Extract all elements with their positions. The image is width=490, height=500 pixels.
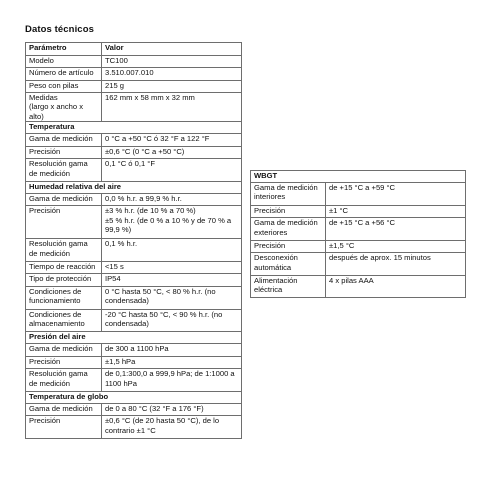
value-cell: ±0,6 °C (de 20 hasta 50 °C), de lo contrario ±1 °C xyxy=(102,416,242,439)
technical-data-table xyxy=(25,42,242,439)
parameter-cell: Gama de medición exteriores xyxy=(251,218,326,241)
parameter-cell: Precisión xyxy=(26,416,102,439)
table-row xyxy=(26,159,242,182)
parameter-cell: Resolución gama de medición xyxy=(26,239,102,262)
table-row xyxy=(26,68,242,81)
parameter-cell: Número de artículo xyxy=(26,68,102,81)
section-title: WBGT xyxy=(251,171,466,183)
technical-data-table-body xyxy=(26,43,242,439)
parameter-cell: Precisión xyxy=(251,240,326,253)
section-header-row xyxy=(26,391,242,403)
table-row xyxy=(251,240,466,253)
parameter-cell: Precisión xyxy=(26,146,102,159)
value-cell: 0,1 % h.r. xyxy=(102,239,242,262)
parameter-cell: Gama de medición xyxy=(26,193,102,206)
parameter-cell: Peso con pilas xyxy=(26,80,102,93)
value-cell: 0 °C hasta 50 °C, < 80 % h.r. (no condensada) xyxy=(102,286,242,309)
value-cell: de 300 a 1100 hPa xyxy=(102,344,242,357)
section-title: Temperatura xyxy=(26,122,242,134)
value-cell: de +15 °C a +59 °C xyxy=(326,183,466,206)
table-row xyxy=(26,55,242,68)
value-cell: -20 °C hasta 50 °C, < 90 % h.r. (no condensada) xyxy=(102,309,242,332)
parameter-cell: Resolución gama de medición xyxy=(26,369,102,392)
parameter-cell: Desconexión automática xyxy=(251,253,326,276)
section-header-row xyxy=(26,181,242,193)
table-row xyxy=(26,206,242,239)
parameter-cell: Modelo xyxy=(26,55,102,68)
section-header-row xyxy=(26,332,242,344)
value-cell: 4 x pilas AAA xyxy=(326,275,466,298)
table-row xyxy=(26,369,242,392)
value-cell: de 0 a 80 °C (32 °F a 176 °F) xyxy=(102,403,242,416)
wbgt-table-body xyxy=(251,171,466,298)
value-cell: ±1,5 °C xyxy=(326,240,466,253)
parameter-cell: Precisión xyxy=(251,205,326,218)
table-row xyxy=(251,218,466,241)
parameter-cell: Gama de medición interiores xyxy=(251,183,326,206)
parameter-cell: Resolución gama de medición xyxy=(26,159,102,182)
wbgt-table xyxy=(250,170,466,298)
value-cell: después de aprox. 15 minutos xyxy=(326,253,466,276)
table-row xyxy=(26,403,242,416)
table-row xyxy=(26,274,242,287)
section-title: Humedad relativa del aire xyxy=(26,181,242,193)
table-row xyxy=(26,356,242,369)
value-cell: ±3 % h.r. (de 10 % a 70 %) ±5 % h.r. (de 0 % a 10 % y de 70 % a 99,9 %) xyxy=(102,206,242,239)
table-row xyxy=(251,205,466,218)
value-cell: ±1,5 hPa xyxy=(102,356,242,369)
value-cell: 0,0 % h.r. a 99,9 % h.r. xyxy=(102,193,242,206)
value-cell: de 0,1:300,0 a 999,9 hPa; de 1:1000 a 1100 hPa xyxy=(102,369,242,392)
table-row xyxy=(251,253,466,276)
table-row xyxy=(26,344,242,357)
value-cell: 0 °C a +50 °C ó 32 °F a 122 °F xyxy=(102,134,242,147)
value-cell: 0,1 °C ó 0,1 °F xyxy=(102,159,242,182)
column-header-value: Valor xyxy=(102,43,242,56)
page-title: Datos técnicos xyxy=(25,24,94,35)
parameter-cell: Gama de medición xyxy=(26,134,102,147)
table-row xyxy=(26,416,242,439)
parameter-cell: Condiciones de funcionamiento xyxy=(26,286,102,309)
column-header-parameter: Parámetro xyxy=(26,43,102,56)
value-cell: 162 mm x 58 mm x 32 mm xyxy=(102,93,242,122)
parameter-cell: Condiciones de almacenamiento xyxy=(26,309,102,332)
parameter-cell: Tiempo de reacción xyxy=(26,261,102,274)
table-row xyxy=(251,183,466,206)
value-cell: ±0,6 °C (0 °C a +50 °C) xyxy=(102,146,242,159)
table-row xyxy=(26,134,242,147)
table-row xyxy=(26,93,242,122)
table-header-row xyxy=(26,43,242,56)
value-cell: TC100 xyxy=(102,55,242,68)
parameter-cell: Precisión xyxy=(26,356,102,369)
table-row xyxy=(26,286,242,309)
parameter-cell: Precisión xyxy=(26,206,102,239)
value-cell: 3.510.007.010 xyxy=(102,68,242,81)
parameter-cell: Gama de medición xyxy=(26,344,102,357)
table-row xyxy=(26,193,242,206)
parameter-cell: Gama de medición xyxy=(26,403,102,416)
table-row xyxy=(26,80,242,93)
section-header-row xyxy=(251,171,466,183)
table-row xyxy=(26,239,242,262)
value-cell: 215 g xyxy=(102,80,242,93)
value-cell: <15 s xyxy=(102,261,242,274)
parameter-cell: Medidas (largo x ancho x alto) xyxy=(26,93,102,122)
table-row xyxy=(251,275,466,298)
value-cell: ±1 °C xyxy=(326,205,466,218)
parameter-cell: Alimentación eléctrica xyxy=(251,275,326,298)
table-row xyxy=(26,309,242,332)
section-title: Temperatura de globo xyxy=(26,391,242,403)
value-cell: de +15 °C a +56 °C xyxy=(326,218,466,241)
section-title: Presión del aire xyxy=(26,332,242,344)
section-header-row xyxy=(26,122,242,134)
table-row xyxy=(26,146,242,159)
parameter-cell: Tipo de protección xyxy=(26,274,102,287)
table-row xyxy=(26,261,242,274)
value-cell: IP54 xyxy=(102,274,242,287)
